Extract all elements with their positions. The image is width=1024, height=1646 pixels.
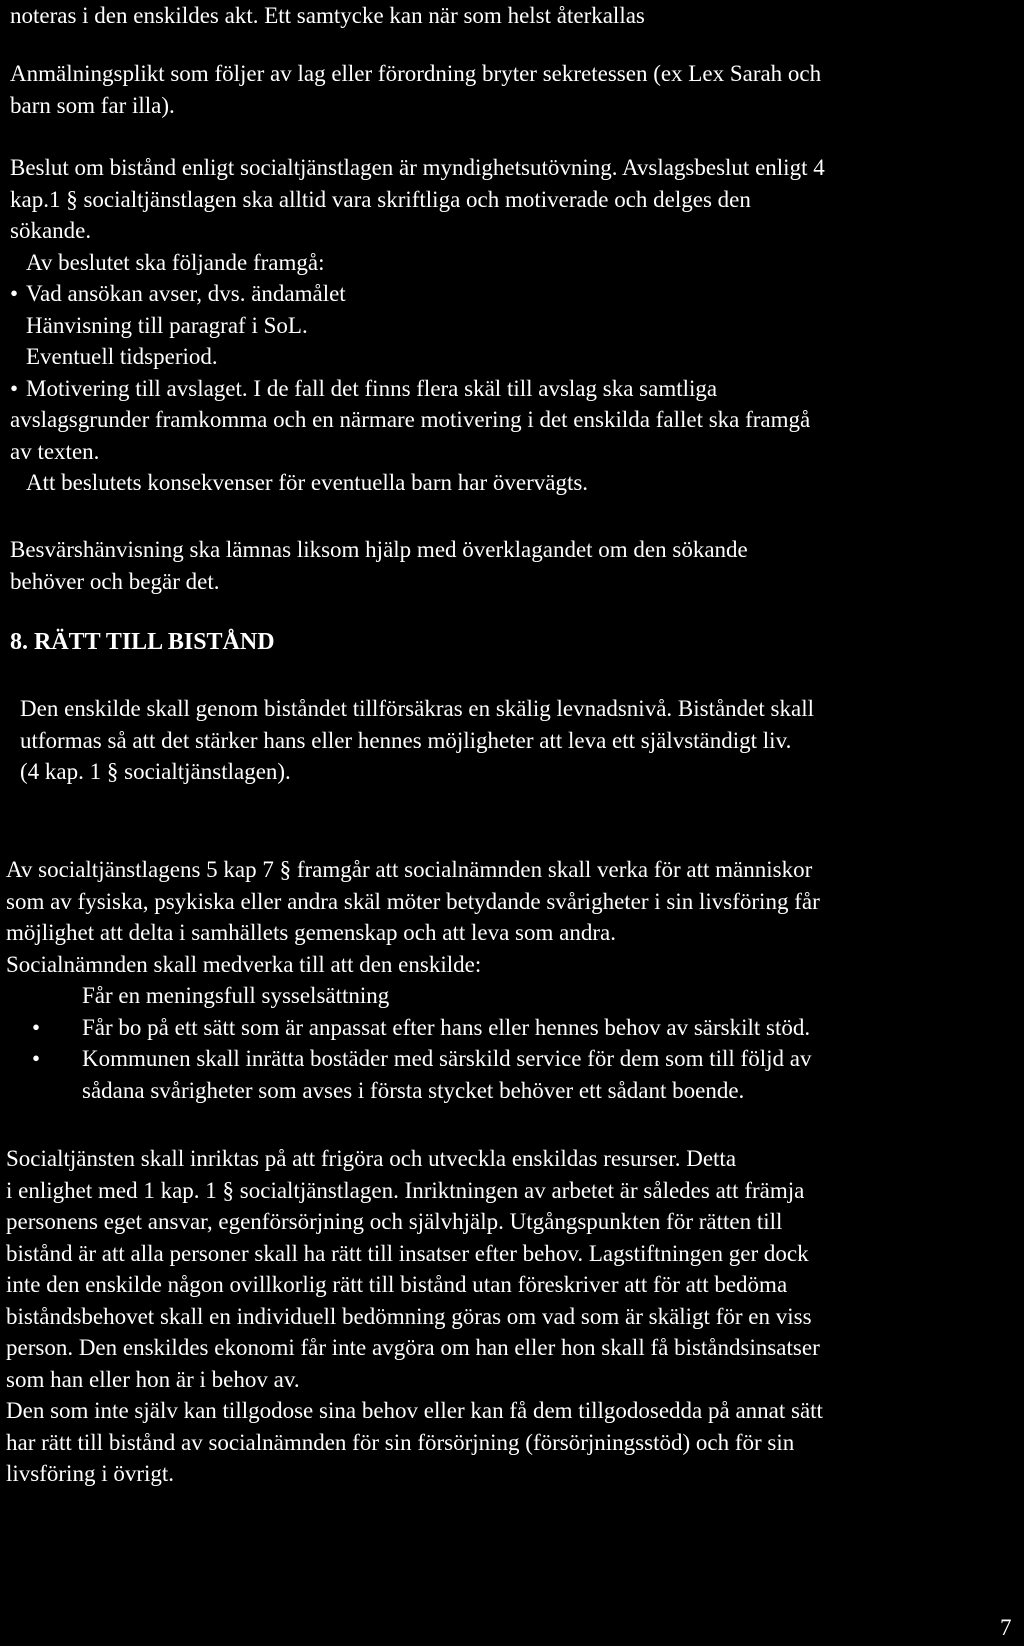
consequence-text: Att beslutets konsekvenser för eventuella barn har övervägts.	[26, 470, 589, 495]
list-item-text: Får bo på ett sätt som är anpassat efter hans eller hennes behov av särskilt stöd.	[82, 1014, 811, 1040]
sub-item-text: Hänvisning till paragraf i SoL.	[26, 312, 308, 338]
sub-item	[10, 341, 1020, 373]
text-line: Socialnämnden skall medverka till att den enskilde:	[6, 951, 482, 977]
text-line: Beslut om bistånd enligt socialtjänstlagen är myndighetsutövning. Avslagsbeslut enligt 4	[10, 155, 825, 180]
text-line: person. Den enskildes ekonomi får inte avgöra om han eller hon skall få biståndsinsatser	[6, 1335, 820, 1360]
bullet-item	[10, 373, 1020, 405]
list-item-text: Får en meningsfull sysselsättning	[82, 983, 390, 1008]
consequence-line	[10, 467, 1020, 499]
bullet-text: Motivering till avslaget. I de fall det finns flera skäl till avslag ska samtliga	[26, 375, 718, 401]
text-line: barn som far illa).	[10, 92, 175, 118]
text-line: Den som inte själv kan tillgodose sina behov eller kan få dem tillgodosedda på annat sätt	[6, 1398, 823, 1423]
text-line: livsföring i övrigt.	[6, 1461, 175, 1486]
text-line: kap.1 § socialtjänstlagen ska alltid vara skriftliga och motiverade och delges den	[10, 186, 751, 212]
bullet-icon: •	[10, 375, 19, 401]
bullet-item	[10, 278, 1020, 310]
text-line: har rätt till bistånd av socialnämnden för sin försörjning (försörjningsstöd) och för sin	[6, 1429, 795, 1455]
support-list	[0, 980, 1010, 1106]
text-line: av texten.	[10, 438, 100, 464]
decision-intro-text: Av beslutet ska följande framgå:	[26, 249, 325, 275]
list-item	[0, 1012, 1010, 1044]
list-item-text: Kommunen skall inrätta bostäder med särskild service för dem som till följd av	[82, 1046, 812, 1071]
paragraph-socialnamnd	[6, 854, 1016, 980]
sub-item	[10, 310, 1020, 342]
text-line: inte den enskilde någon ovillkorlig rätt till bistånd utan föreskriver att för att bedöma	[6, 1272, 788, 1297]
text-line: som han eller hon är i behov av.	[6, 1366, 300, 1392]
text-line: bistånd är att alla personer skall ha rätt till insatser efter behov. Lagstiftningen ger dock	[6, 1240, 809, 1266]
page-number: 7	[1000, 1615, 1012, 1640]
bullet-icon: •	[10, 281, 19, 306]
section-heading-text: 8. RÄTT TILL BISTÅND	[10, 629, 275, 655]
list-item-text: sådana svårigheter som avses i första stycket behöver ett sådant boende.	[82, 1077, 745, 1103]
text-line: noteras i den enskildes akt. Ett samtycke kan när som helst återkallas	[10, 3, 645, 28]
text-line: i enlighet med 1 kap. 1 § socialtjänstlagen. Inriktningen av arbetet är således att främja	[6, 1177, 805, 1203]
text-line: avslagsgrunder framkomma och en närmare motivering i det enskilda fallet ska framgå	[10, 407, 811, 432]
bullet-icon: •	[32, 1046, 41, 1071]
decision-intro	[10, 247, 1020, 279]
text-line: Socialtjänsten skall inriktas på att frigöra och utveckla enskildas resurser. Detta	[6, 1146, 737, 1171]
paragraph-right-to-assistance	[20, 693, 1024, 788]
paragraph-consent	[10, 0, 1020, 32]
list-item	[0, 980, 1010, 1012]
text-line: sökande.	[10, 218, 92, 243]
text-line: Besvärshänvisning ska lämnas liksom hjälp med överklagandet om den sökande	[10, 537, 748, 562]
paragraph-decision	[10, 152, 1020, 499]
text-line: (4 kap. 1 § socialtjänstlagen).	[20, 759, 291, 784]
paragraph-socialtjansten	[6, 1143, 1016, 1490]
section-heading	[10, 627, 1020, 659]
list-item-continuation	[0, 1075, 1010, 1107]
bullet-icon: •	[32, 1014, 41, 1040]
paragraph-reporting-duty	[10, 58, 1020, 121]
text-line: behöver och begär det.	[10, 568, 220, 594]
bullet-text: Vad ansökan avser, dvs. ändamålet	[26, 281, 346, 306]
paragraph-appeal	[10, 534, 1020, 597]
text-line: Av socialtjänstlagens 5 kap 7 § framgår att socialnämnden skall verka för att människor	[6, 857, 813, 882]
text-line: personens eget ansvar, egenförsörjning och självhjälp. Utgångspunkten för rätten till	[6, 1209, 783, 1234]
text-line: Anmälningsplikt som följer av lag eller förordning bryter sekretessen (ex Lex Sarah och	[10, 61, 822, 86]
sub-item-text: Eventuell tidsperiod.	[26, 344, 218, 369]
text-line: Den enskilde skall genom biståndet tillförsäkras en skälig levnadsnivå. Biståndet skall	[20, 696, 814, 721]
text-line: möjlighet att delta i samhällets gemenskap och att leva som andra.	[6, 920, 616, 945]
text-line: utformas så att det stärker hans eller hennes möjligheter att leva ett självständigt liv.	[20, 727, 792, 753]
text-line: som av fysiska, psykiska eller andra skäl möter betydande svårigheter i sin livsföring får	[6, 888, 820, 914]
list-item	[0, 1043, 1010, 1075]
text-line: biståndsbehovet skall en individuell bedömning göras om vad som är skäligt för en viss	[6, 1303, 812, 1329]
